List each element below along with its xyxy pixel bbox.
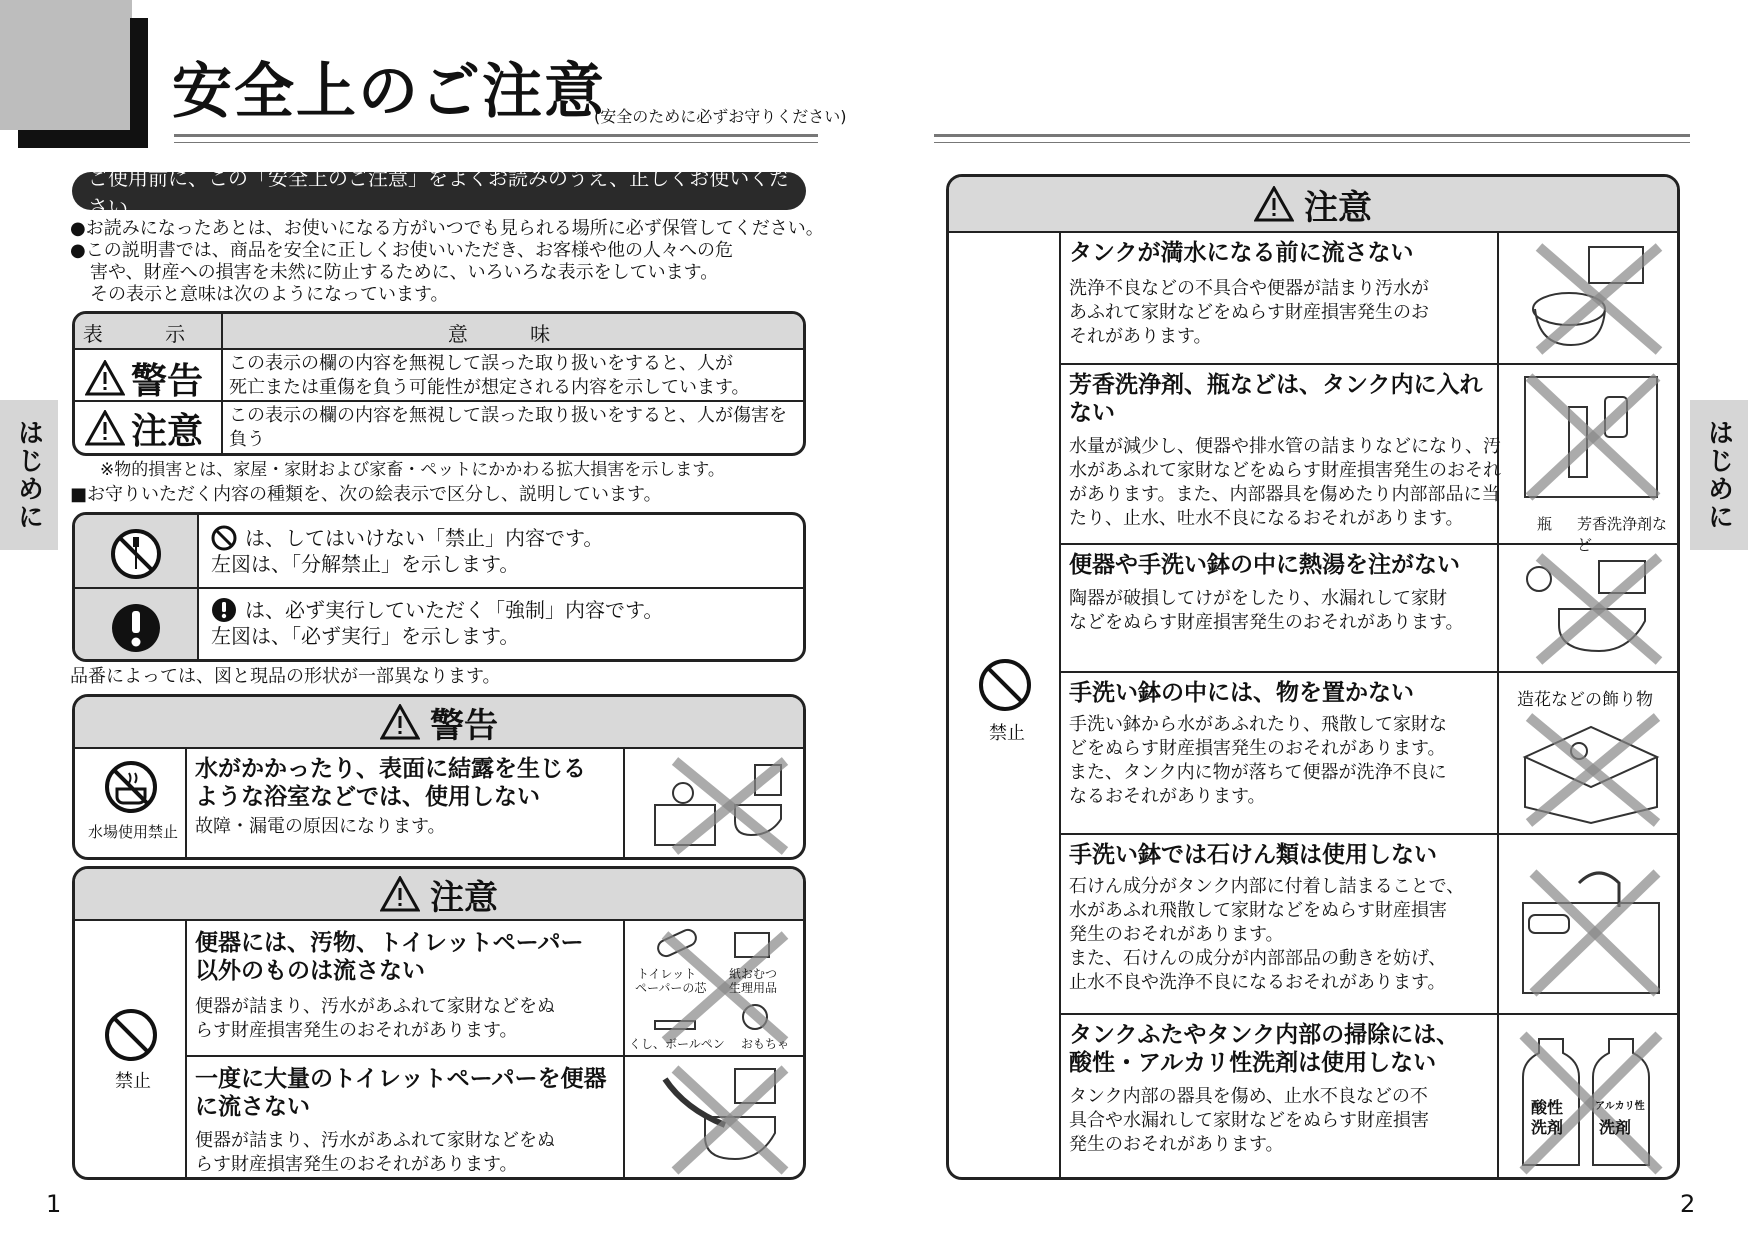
illustration-caption: 洗剤 xyxy=(1531,1118,1564,1137)
caution-item-desc: どをぬらす財産損害発生のおそれがあります。 xyxy=(1069,738,1446,759)
page-subtitle: (安全のために必ずお守りください) xyxy=(594,107,847,126)
warning-title: ような浴室などでは、使用しない xyxy=(195,784,540,810)
prohibit-icon xyxy=(103,1007,159,1063)
prohibit-label: 禁止 xyxy=(989,723,1025,744)
caution-item-desc: あふれて家財などをぬらす財産損害発生のお xyxy=(1069,302,1429,323)
prohibit-icon xyxy=(211,525,237,551)
caution-item-desc: 発生のおそれがあります。 xyxy=(1069,924,1284,945)
section-tab-left: はじめに xyxy=(0,400,58,550)
shape-note: 品番によっては、図と現品の形状が一部異なります。 xyxy=(70,666,501,687)
caution-item-title: 芳香洗浄剤、瓶などは、タンク内に入れ xyxy=(1069,372,1483,398)
legend-warning-sign xyxy=(85,356,217,400)
illustration-caption: 生理用品 xyxy=(729,981,778,995)
caution-item-title: タンクふたやタンク内部の掃除には、 xyxy=(1069,1022,1460,1048)
intro-banner: ご使用前に、この「安全上のご注意」をよくお読みのうえ、正しくお使いください。 xyxy=(72,172,806,210)
caution-item-desc: 洗浄不良などの不具合や便器が詰まり汚水が xyxy=(1069,278,1429,299)
caution-item-desc: 発生のおそれがあります。 xyxy=(1069,1134,1284,1155)
caution-item-desc: また、石けんの成分が内部部品の動きを妨げ、 xyxy=(1069,948,1447,969)
legend-caution-meaning xyxy=(229,404,799,456)
symbols-intro: ■お守りいただく内容の種類を、次の絵表示で区分し、説明しています。 xyxy=(70,484,662,505)
caution-item-title: に流さない xyxy=(195,1094,310,1120)
prohibit-description xyxy=(211,525,603,577)
caution-item-desc: 水量が減少し、便器や排水管の詰まりなどになり、汚 xyxy=(1069,436,1501,457)
illustration-caption: ペーパーの芯 xyxy=(635,981,707,995)
caution-item-desc: 便器が詰まり、汚水があふれて家財などをぬ xyxy=(195,1130,555,1151)
symbol-table xyxy=(72,512,806,662)
corner-decoration-bar xyxy=(130,18,148,148)
header-rule xyxy=(174,134,818,137)
page-number-right: 2 xyxy=(1680,1190,1696,1218)
legend-warning-label: 警告 xyxy=(131,360,204,402)
caution-item-title: 以外のものは流さない xyxy=(195,958,425,984)
mandatory-description xyxy=(211,597,663,649)
illustration-caption: 紙おむつ xyxy=(729,967,778,981)
prohibit-icon xyxy=(977,657,1033,713)
illustration-caption: 瓶 xyxy=(1537,515,1553,533)
intro-bullet: ●お読みになったあとは、お使いになる方がいつでも見られる場所に必ず保管してください。 xyxy=(70,218,824,239)
caution-item-desc: 水があふれて家財などをぬらす財産損害発生のおそれ xyxy=(1069,460,1501,481)
legend-col-meaning: 意 味 xyxy=(447,321,579,346)
caution-item-title: 手洗い鉢では石けん類は使用しない xyxy=(1069,842,1437,868)
legend-warning-text: 死亡または重傷を負う可能性が想定される内容を示しています。 xyxy=(229,377,750,398)
soap-illustration xyxy=(1509,843,1673,1007)
caution-item-desc: なるおそれがあります。 xyxy=(1069,786,1266,807)
hot-water-illustration xyxy=(1509,549,1673,667)
prohibit-label: 禁止 xyxy=(115,1071,151,1092)
caution-item-desc: らす財産損害発生のおそれがあります。 xyxy=(195,1154,518,1175)
illustration-caption: 酸性 xyxy=(1531,1098,1564,1117)
caution-item-title: 便器には、汚物、トイレットペーパー xyxy=(195,930,584,956)
warning-triangle-icon xyxy=(380,704,420,740)
illustration-caption: おもちゃ xyxy=(741,1037,790,1051)
illustration-caption: 芳香洗浄剤など xyxy=(1577,515,1668,554)
caution-item-title: ない xyxy=(1069,400,1115,426)
illustration-caption: 造花などの飾り物 xyxy=(1517,690,1653,710)
warning-triangle-icon xyxy=(380,876,420,912)
corner-decoration xyxy=(0,0,132,130)
caution-item-title: 一度に大量のトイレットペーパーを便器 xyxy=(195,1066,607,1092)
legend-caution-text xyxy=(229,452,799,456)
bathroom-toilet-illustration xyxy=(635,755,795,855)
caution-heading: 注意 xyxy=(949,177,1677,233)
no-water-area-icon xyxy=(103,759,159,815)
warning-triangle-icon xyxy=(85,410,125,446)
caution-item-desc: らす財産損害発生のおそれがあります。 xyxy=(195,1020,518,1041)
intro-bullet-cont: 害や、財産への損害を未然に防止するために、いろいろな表示をしています。 xyxy=(90,262,719,283)
header-rule xyxy=(174,142,818,143)
no-water-area-label: 水場使用禁止 xyxy=(87,823,178,841)
warning-title: 水がかかったり、表面に結露を生じる xyxy=(195,756,586,782)
mandatory-text: 左図は、「必ず実行」を示します。 xyxy=(211,624,520,648)
caution-item-desc: 便器が詰まり、汚水があふれて家財などをぬ xyxy=(195,996,555,1017)
caution-box-right xyxy=(946,174,1680,1180)
caution-item-desc: があります。また、内部器具を傷めたり内部部品に当 xyxy=(1069,484,1500,505)
caution-item-desc: 石けん成分がタンク内部に付着し詰まることで、 xyxy=(1069,876,1465,897)
mandatory-text: は、必ず実行していただく「強制」内容です。 xyxy=(245,598,664,622)
illustration-caption: アルカリ性 xyxy=(1595,1101,1645,1112)
legend-caution-sign xyxy=(85,406,217,450)
illustration-caption: くし、ボールペン xyxy=(629,1037,725,1051)
warning-desc: 故障・漏電の原因になります。 xyxy=(195,816,446,837)
page-title: 安全上のご注意 xyxy=(172,57,606,127)
caution-item-desc: 水があふれ飛散して家財などをぬらす財産損害 xyxy=(1069,900,1447,921)
caution-item-desc: 具合や水漏れして家財などをぬらす財産損害 xyxy=(1069,1110,1429,1131)
warning-triangle-icon xyxy=(85,360,125,396)
legend-col-sign: 表 示 xyxy=(82,321,214,346)
ornament-on-basin-illustration xyxy=(1509,707,1673,827)
caution-item-title: 酸性・アルカリ性洗剤は使用しない xyxy=(1069,1050,1437,1076)
intro-bullet: ●この説明書では、商品を安全に正しくお使いいただき、お客様や他の人々への危 xyxy=(70,240,733,261)
legend-caution-text: この表示の欄の内容を無視して誤った取り扱いをすると、人が傷害を負う xyxy=(229,405,787,450)
caution-box-left xyxy=(72,866,806,1180)
caution-item-desc: 止水不良や洗浄不良になるおそれがあります。 xyxy=(1069,972,1446,993)
caution-item-title: 手洗い鉢の中には、物を置かない xyxy=(1069,680,1414,706)
legend-warning-meaning xyxy=(229,352,799,400)
warning-triangle-icon xyxy=(1254,186,1294,222)
caution-item-desc: などをぬらす財産損害発生のおそれがあります。 xyxy=(1069,612,1464,633)
prohibit-text: 左図は、「分解禁止」を示します。 xyxy=(211,552,520,576)
no-disassembly-icon xyxy=(109,527,163,581)
mandatory-action-icon xyxy=(109,601,163,655)
caution-item-desc: タンク内部の器具を傷め、止水不良などの不 xyxy=(1069,1086,1428,1107)
header-rule xyxy=(934,142,1690,143)
legend-warning-text: この表示の欄の内容を無視して誤った取り扱いをすると、人が xyxy=(229,353,733,374)
prohibit-text: は、してはいけない「禁止」内容です。 xyxy=(245,526,604,550)
corner-decoration-bar xyxy=(18,130,148,148)
illustration-caption: トイレット xyxy=(637,967,697,981)
caution-item-desc: たり、止水、吐水不良になるおそれがあります。 xyxy=(1069,508,1464,529)
intro-bullet-cont: その表示と意味は次のようになっています。 xyxy=(90,284,449,305)
caution-heading: 注意 xyxy=(75,869,803,921)
illustration-caption: 洗剤 xyxy=(1599,1118,1632,1137)
legend-caution-label: 注意 xyxy=(131,410,204,452)
caution-item-desc: 手洗い鉢から水があふれたり、飛散して家財な xyxy=(1069,714,1447,735)
tank-fill-illustration xyxy=(1509,239,1673,357)
caution-item-title: 便器や手洗い鉢の中に熱湯を注がない xyxy=(1069,552,1460,578)
section-tab-right: はじめに xyxy=(1690,400,1748,550)
mandatory-icon xyxy=(211,597,237,623)
caution-item-desc: それがあります。 xyxy=(1069,326,1212,347)
caution-item-desc: また、タンク内に物が落ちて便器が洗浄不良に xyxy=(1069,762,1447,783)
tank-interior-illustration xyxy=(1509,367,1673,507)
caution-item-title: タンクが満水になる前に流さない xyxy=(1069,240,1414,266)
page-number-left: 1 xyxy=(46,1190,62,1218)
warning-heading: 警告 xyxy=(75,697,803,749)
header-rule xyxy=(934,134,1690,137)
warning-box xyxy=(72,694,806,860)
toilet-paper-overload-illustration xyxy=(635,1061,799,1179)
legend-table xyxy=(72,311,806,456)
legend-note: ※物的損害とは、家屋・家財および家畜・ペットにかかわる拡大損害を示します。 xyxy=(100,460,725,480)
caution-item-desc: 陶器が破損してけがをしたり、水漏れして家財 xyxy=(1069,588,1447,609)
